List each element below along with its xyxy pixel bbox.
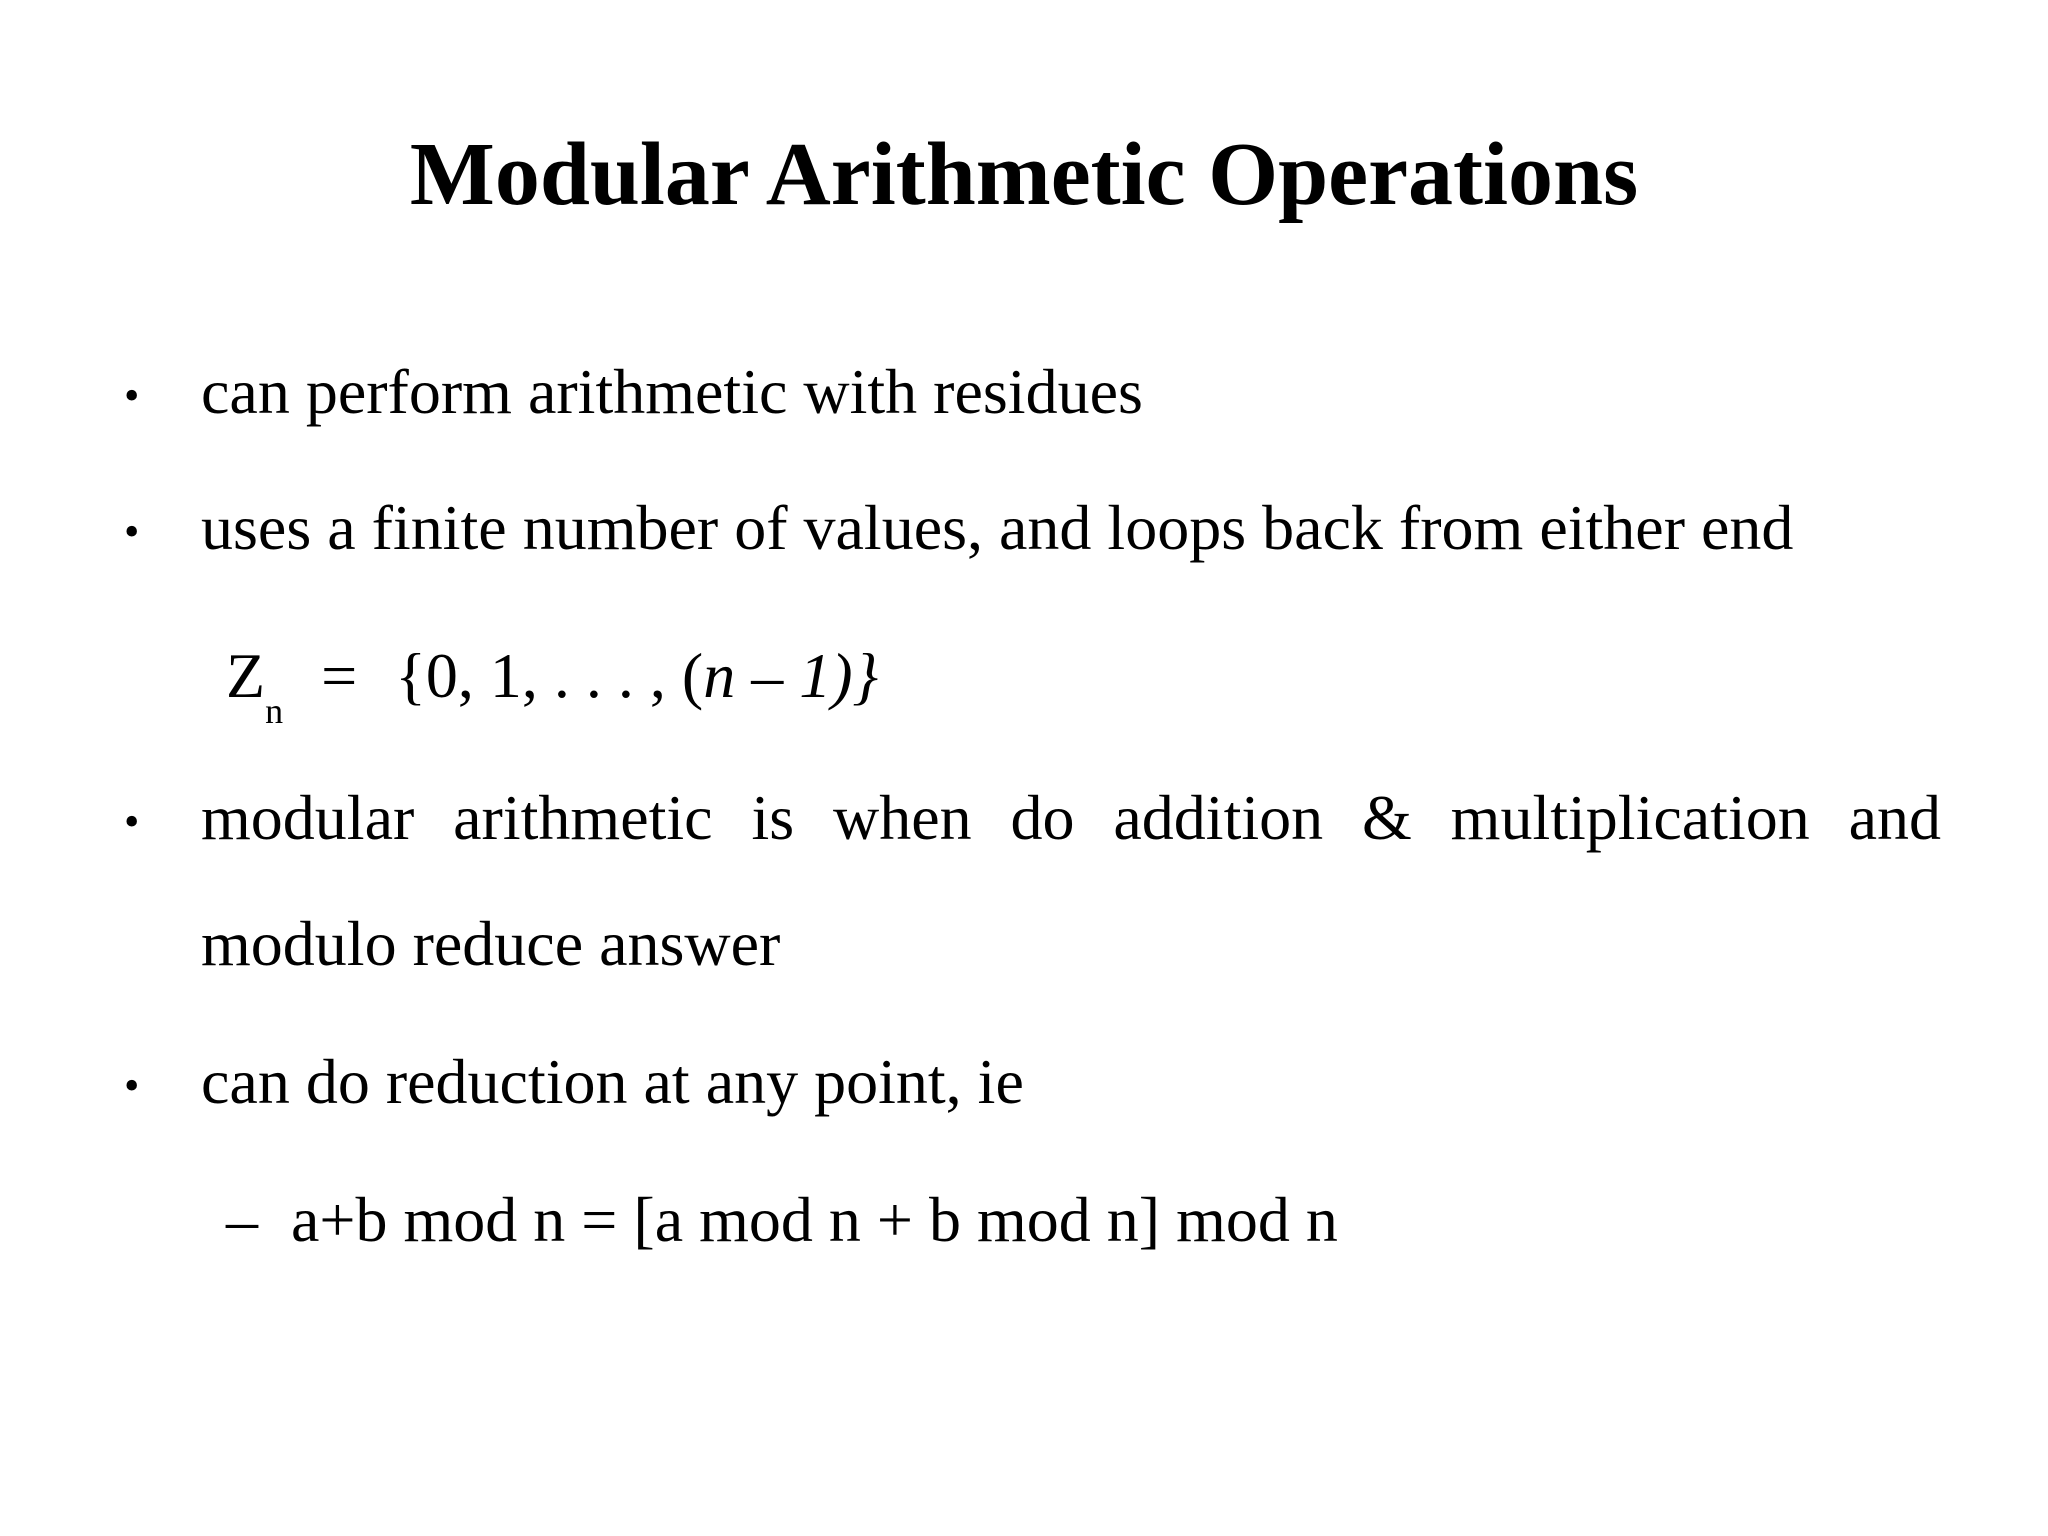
formula-subscript: n xyxy=(265,691,284,731)
sub-bullet-text-formula: a+b mod n = [a mod n + b mod n] mod n xyxy=(291,1184,1338,1255)
bullet-marker: • xyxy=(124,507,140,556)
bullet-text-modular-arithmetic: modular arithmetic is when do addition & multiplication and xyxy=(201,782,1941,853)
formula-symbol: Z xyxy=(226,640,266,711)
formula-set-start: {0, 1, . . . , ( xyxy=(395,640,704,711)
formula-set-italic: n – 1) xyxy=(703,640,853,711)
sub-bullet-dash: – xyxy=(226,1184,258,1255)
bullet-text-continuation: modulo reduce answer xyxy=(201,908,781,979)
formula-zn-set xyxy=(226,636,879,731)
formula-equals: = xyxy=(321,640,358,711)
bullet-marker: • xyxy=(124,1061,140,1110)
bullet-text-finite-values: uses a finite number of values, and loops back from either end xyxy=(201,492,1794,563)
bullet-text-reduction: can do reduction at any point, ie xyxy=(201,1046,1024,1117)
bullet-text-residues: can perform arithmetic with residues xyxy=(201,356,1143,427)
slide-title: Modular Arithmetic Operations xyxy=(409,125,1639,224)
bullet-marker: • xyxy=(124,371,140,420)
bullet-marker: • xyxy=(124,797,140,846)
formula-set-end: } xyxy=(852,640,879,711)
